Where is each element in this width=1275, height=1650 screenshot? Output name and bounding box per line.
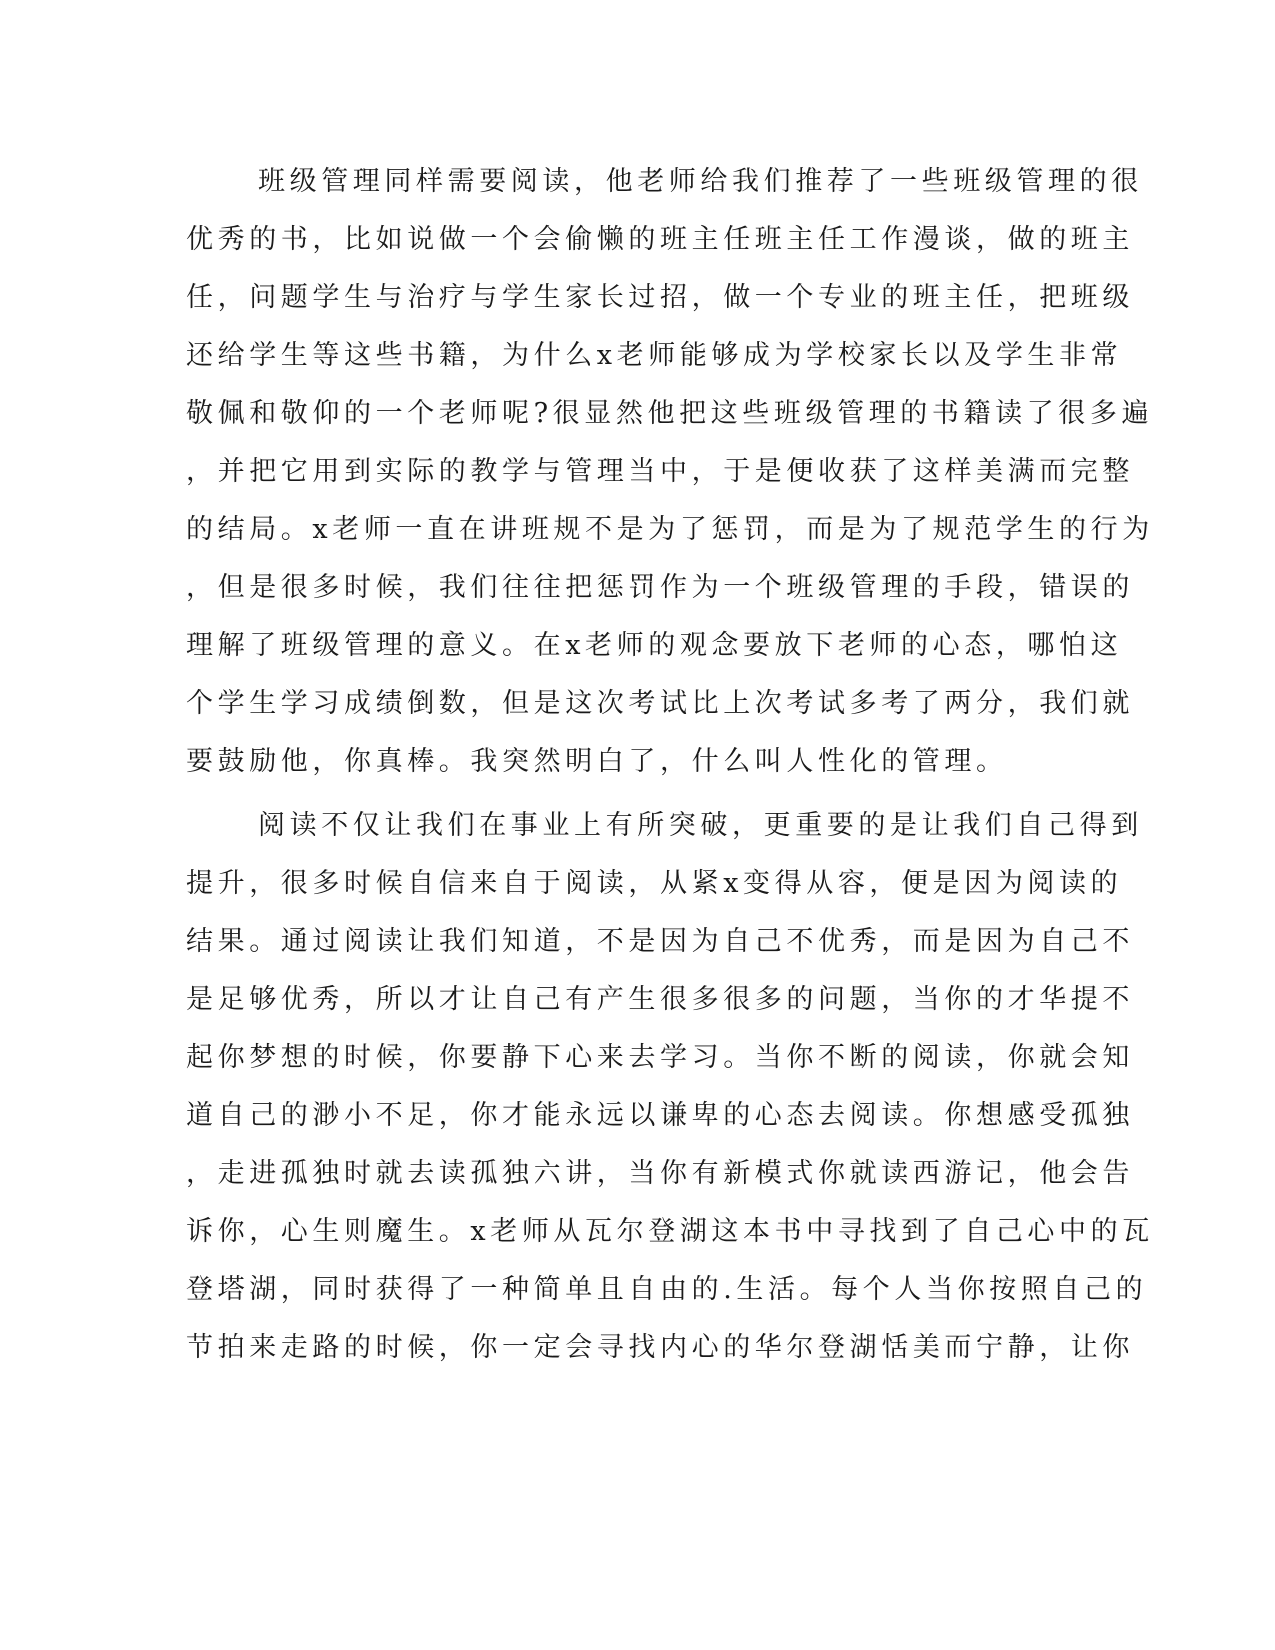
paragraph-2-line-5: 起你梦想的时候，你要静下心来去学习。当你不断的阅读，你就会知 (186, 1042, 1134, 1073)
paragraph-1-line-2: 优秀的书，比如说做一个会偷懒的班主任班主任工作漫谈，做的班主 (186, 224, 1134, 255)
paragraph-1-line-3: 任，问题学生与治疗与学生家长过招，做一个专业的班主任，把班级 (186, 282, 1134, 313)
paragraph-1-line-6: ，并把它用到实际的教学与管理当中，于是便收获了这样美满而完整 (186, 456, 1134, 487)
paragraph-1-line-4: 还给学生等这些书籍，为什么x老师能够成为学校家长以及学生非常 (186, 340, 1123, 371)
paragraph-1-line-10: 个学生学习成绩倒数，但是这次考试比上次考试多考了两分，我们就 (186, 688, 1134, 719)
paragraph-1-line-1: 班级管理同样需要阅读，他老师给我们推荐了一些班级管理的很 (258, 166, 1143, 197)
paragraph-1-line-8: ，但是很多时候，我们往往把惩罚作为一个班级管理的手段，错误的 (186, 572, 1134, 603)
paragraph-2-line-10: 节拍来走路的时候，你一定会寻找内心的华尔登湖恬美而宁静，让你 (186, 1332, 1134, 1363)
paragraph-2-line-3: 结果。通过阅读让我们知道，不是因为自己不优秀，而是因为自己不 (186, 926, 1134, 957)
paragraph-1-line-11: 要鼓励他，你真棒。我突然明白了，什么叫人性化的管理。 (186, 746, 1008, 777)
paragraph-1-line-5: 敬佩和敬仰的一个老师呢?很显然他把这些班级管理的书籍读了很多遍 (186, 398, 1154, 429)
paragraph-2-line-9: 登塔湖，同时获得了一种简单且自由的.生活。每个人当你按照自己的 (186, 1274, 1148, 1305)
paragraph-2-line-7: ，走进孤独时就去读孤独六讲，当你有新模式你就读西游记，他会告 (186, 1158, 1134, 1189)
paragraph-1-line-9: 理解了班级管理的意义。在x老师的观念要放下老师的心态，哪怕这 (186, 630, 1123, 661)
paragraph-1-line-7: 的结局。x老师一直在讲班规不是为了惩罚，而是为了规范学生的行为 (186, 514, 1154, 545)
paragraph-2-line-6: 道自己的渺小不足，你才能永远以谦卑的心态去阅读。你想感受孤独 (186, 1100, 1134, 1131)
paragraph-2-line-2: 提升，很多时候自信来自于阅读，从紧x变得从容，便是因为阅读的 (186, 868, 1123, 899)
paragraph-2-line-1: 阅读不仅让我们在事业上有所突破，更重要的是让我们自己得到 (258, 810, 1143, 841)
paragraph-2-line-4: 是足够优秀，所以才让自己有产生很多很多的问题，当你的才华提不 (186, 984, 1134, 1015)
paragraph-2-line-8: 诉你，心生则魔生。x老师从瓦尔登湖这本书中寻找到了自己心中的瓦 (186, 1216, 1154, 1247)
